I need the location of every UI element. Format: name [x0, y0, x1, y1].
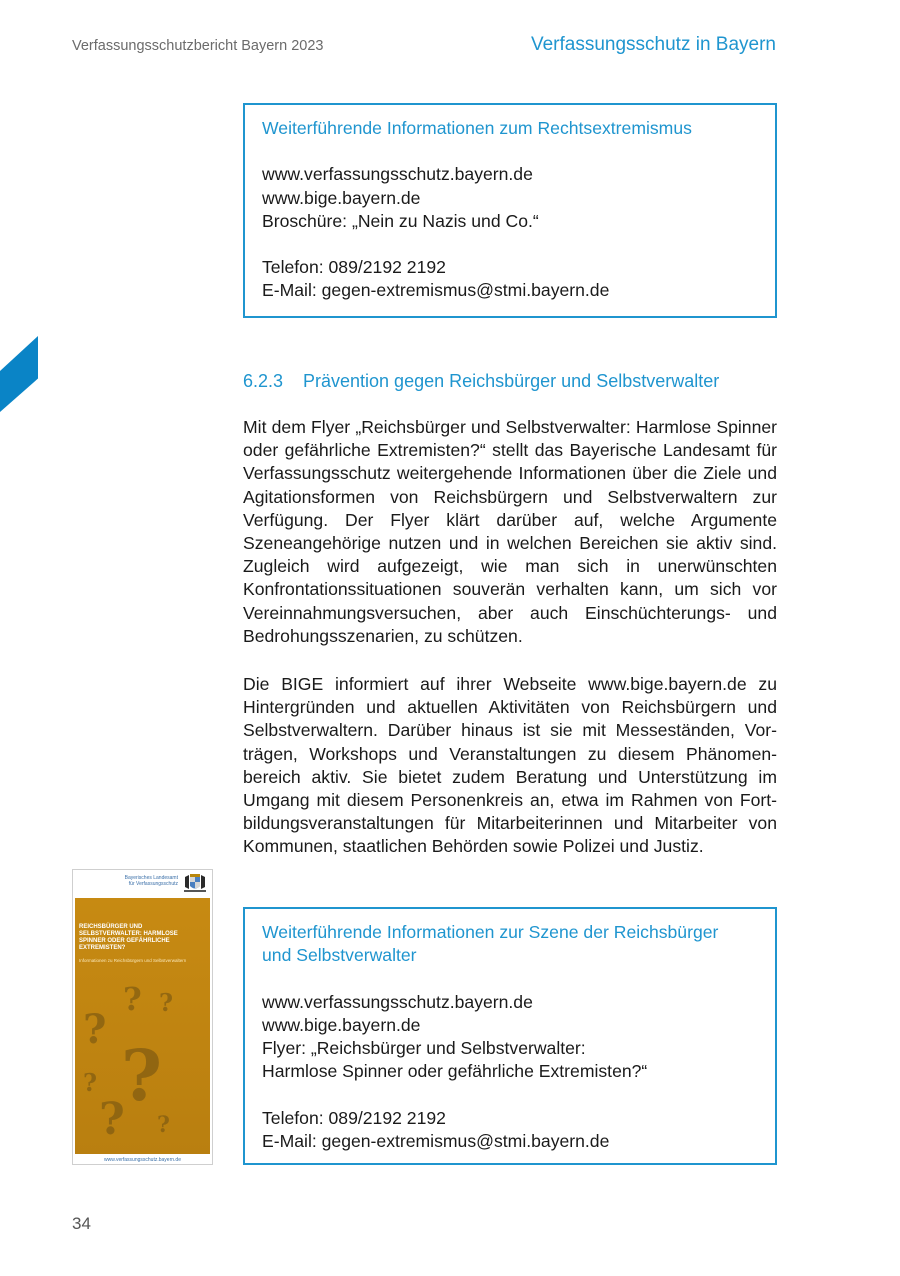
link-verfassungsschutz[interactable]: www.verfassungsschutz.bayern.de	[262, 991, 533, 1012]
body-paragraph-flyer: Mit dem Flyer „Reichsbürger und Selbstverwalter: Harmlose Spinner oder gefährliche Extremisten?“ stellt das Bayerische Landesamt für Verfassungsschutz weitergehende Informationen über die Ziele und Agitationsformen von Reichsbürgern und Selbstverwaltern zur Verfügung. Der Flyer klärt darüber auf, welche Argumente Szeneangehörige nutzen und in welchen Bereichen sie aktiv sind. Zugleich wird aufgezeigt, wie man sich in unerwünschten Konfrontationssituationen souverän verhalten kann, um sich vor Vereinnahmungsversuchen, aber auch Einschüchterungs- und Bedrohungsszenarien, zu schützen.	[243, 417, 777, 646]
flyer-org-name	[98, 875, 178, 887]
question-mark-icon: ?	[83, 1068, 98, 1097]
question-mark-icon: ?	[159, 988, 174, 1017]
question-mark-icon: ?	[157, 1112, 170, 1138]
link-verfassungsschutz[interactable]: www.verfassungsschutz.bayern.de	[262, 164, 533, 185]
running-head-left: Verfassungsschutzbericht Bayern 2023	[72, 38, 324, 54]
info-box-rechtsextremismus	[243, 103, 777, 318]
section-heading	[243, 371, 783, 392]
chapter-side-tab	[0, 336, 38, 412]
email-address[interactable]: E-Mail: gegen-extremismus@stmi.bayern.de	[262, 1130, 610, 1151]
body-paragraph-bige: Die BIGE informiert auf ihrer Webseite www.bige.bayern.de zu Hintergründen und aktuellen Aktivitäten von Reichsbürgern und Selbstverwaltern. Darüber hinaus ist sie mit Messeständen, Vorträgen, Workshops und Veranstaltungen zu diesem Phänomenbereich aktiv. Sie bietet zudem Beratung und Unterstützung im Umgang mit diesem Personenkreis an, etwa im Rahmen von Fortbildungsveranstaltungen für Mitarbeiterinnen und Mitarbeiter von Kommunen, staatlichen Behörden sowie Polizei und Justiz.	[243, 674, 777, 857]
flyer-reference-line1: Flyer: „Reichsbürger und Selbstverwalter:	[262, 1038, 586, 1058]
info-box-title: Weiterführende Informationen zum Rechtsextremismus	[262, 118, 692, 138]
bavarian-crest-icon	[182, 873, 208, 893]
phone-number: Telefon: 089/2192 2192	[262, 1107, 446, 1128]
flyer-org-line1: Bayerisches Landesamt	[124, 875, 178, 881]
section-title: Prävention gegen Reichsbürger und Selbstverwalter	[303, 371, 720, 391]
question-mark-icon: ?	[123, 980, 142, 1018]
info-box-title-line1: Weiterführende Informationen zur Szene der Reichsbürger	[262, 922, 719, 942]
info-box-reichsbuerger	[243, 907, 777, 1165]
flyer-cover-image	[72, 869, 213, 1165]
question-mark-icon: ?	[83, 1006, 107, 1053]
phone-number: Telefon: 089/2192 2192	[262, 257, 446, 278]
flyer-header	[73, 870, 212, 897]
brochure-reference: Broschüre: „Nein zu Nazis und Co.“	[262, 210, 539, 231]
flyer-title: REICHSBÜRGER UND SELBSTVERWALTER: HARMLOSE SPINNER ODER GEFÄHRLICHE EXTREMISTEN?	[79, 924, 178, 951]
question-mark-icon: ?	[99, 1094, 125, 1145]
flyer-org-line2: für Verfassungsschutz	[128, 881, 178, 887]
flyer-reference-line2: Harmlose Spinner oder gefährliche Extremisten?“	[262, 1061, 648, 1082]
flyer-cover-body	[75, 898, 210, 1154]
flyer-url: www.verfassungsschutz.bayern.de	[104, 1157, 181, 1163]
email-address[interactable]: E-Mail: gegen-extremismus@stmi.bayern.de	[262, 280, 610, 301]
link-bige[interactable]: www.bige.bayern.de	[262, 1014, 421, 1035]
running-head-right: Verfassungsschutz in Bayern	[530, 34, 776, 55]
section-number: 6.2.3	[243, 371, 284, 391]
page-number: 34	[72, 1214, 91, 1233]
info-box-title-line2: und Selbstverwalter	[262, 945, 417, 966]
link-bige[interactable]: www.bige.bayern.de	[262, 187, 421, 208]
flyer-subtitle: Informationen zu Reichsbürgern und Selbstverwaltern	[79, 958, 187, 963]
question-mark-icon: ?	[121, 1034, 163, 1117]
